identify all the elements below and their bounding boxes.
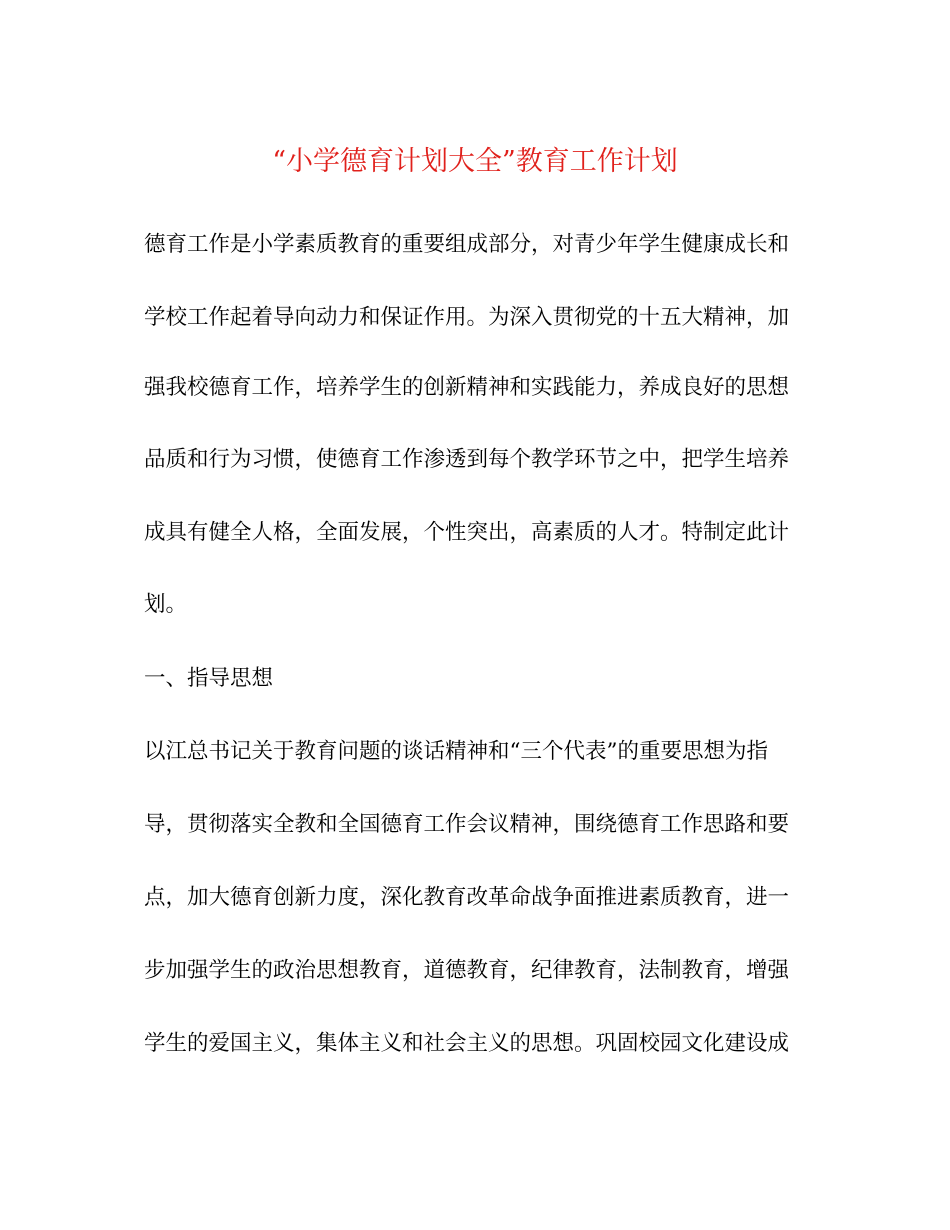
body-line-2: 学校工作起着导向动力和保证作用。为深入贯彻党的十五大精神，加 [144, 305, 790, 330]
body-line-10: 点，加大德育创新力度，深化教育改革命战争面推进素质教育，进一 [144, 885, 790, 910]
body-line-1: 德育工作是小学素质教育的重要组成部分，对青少年学生健康成长和 [144, 232, 790, 257]
body-line-5: 成具有健全人格，全面发展，个性突出，高素质的人才。特制定此计 [144, 520, 790, 545]
body-line-3: 强我校德育工作，培养学生的创新精神和实践能力，养成良好的思想 [144, 375, 790, 400]
document-title: “小学德育计划大全”教育工作计划 [272, 146, 678, 177]
body-line-6: 划。 [144, 592, 188, 617]
body-line-4: 品质和行为习惯，使德育工作渗透到每个教学环节之中，把学生培养 [144, 447, 790, 472]
body-line-12: 学生的爱国主义，集体主义和社会主义的思想。巩固校园文化建设成 [144, 1031, 790, 1056]
body-line-8: 以江总书记关于教育问题的谈话精神和“三个代表”的重要思想为指 [144, 739, 768, 764]
body-line-9: 导，贯彻落实全教和全国德育工作会议精神，围绕德育工作思路和要 [144, 812, 790, 837]
section-heading-guiding-thought: 一、指导思想 [144, 666, 274, 691]
body-line-11: 步加强学生的政治思想教育，道德教育，纪律教育，法制教育，增强 [144, 958, 790, 983]
